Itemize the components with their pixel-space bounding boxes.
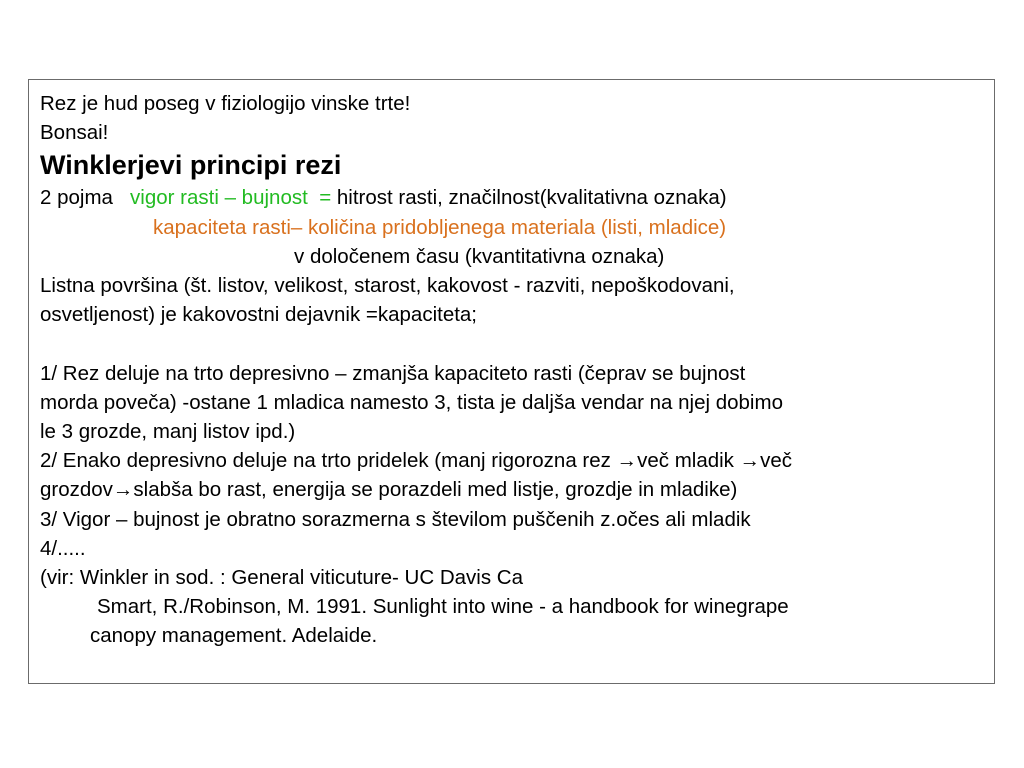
point-4-line: 4/..... [40,536,86,560]
point-1-line-a: 1/ Rez deluje na trto depresivno – zmanjša kapaciteto rasti (čeprav se bujnost [40,361,746,385]
point-1-line-b: morda poveča) -ostane 1 mladica namesto 3, tista je daljša vendar na njej dobimo [40,390,783,414]
reference-line-3: canopy management. Adelaide. [90,624,378,648]
point-2-line-b: grozdov→slabša bo rast, energija se porazdeli med listje, grozdje in mladike) [40,478,738,502]
listna-line-1: Listna površina (št. listov, velikost, starost, kakovost - razviti, nepoškodovani, [40,274,735,298]
reference-line-1: (vir: Winkler in sod. : General viticuture- UC Davis Ca [40,566,524,590]
kapaciteta-line: kapaciteta rasti– količina pridobljenega materiala (listi, mladice) [153,215,727,239]
pojma-prefix: 2 pojma [40,186,113,210]
slide-text-box [28,79,995,684]
section-heading: Winklerjevi principi rezi [40,150,342,181]
blank-spacer [40,329,994,358]
bonsai-line: Bonsai! [40,121,109,145]
vigor-term: vigor rasti – bujnost [130,186,308,210]
pojma-line [40,183,994,212]
vigor-equals: = [319,186,332,210]
point-2-line-a: 2/ Enako depresivno deluje na trto pridelek (manj rigorozna rez →več mladik →več [40,449,793,473]
listna-line-2: osvetljenost) je kakovostni dejavnik =kapaciteta; [40,303,478,327]
point-1-line-c: le 3 grozde, manj listov ipd.) [40,420,296,444]
vigor-definition: hitrost rasti, značilnost(kvalitativna oznaka) [336,186,727,210]
point-3-line: 3/ Vigor – bujnost je obratno sorazmerna s številom puščenih z.očes ali mladik [40,507,751,531]
kapaciteta-continuation: v določenem času (kvantitativna oznaka) [294,244,665,268]
reference-line-2: Smart, R./Robinson, M. 1991. Sunlight into wine - a handbook for winegrape [97,595,789,619]
intro-line: Rez je hud poseg v fiziologijo vinske trte! [40,92,411,115]
